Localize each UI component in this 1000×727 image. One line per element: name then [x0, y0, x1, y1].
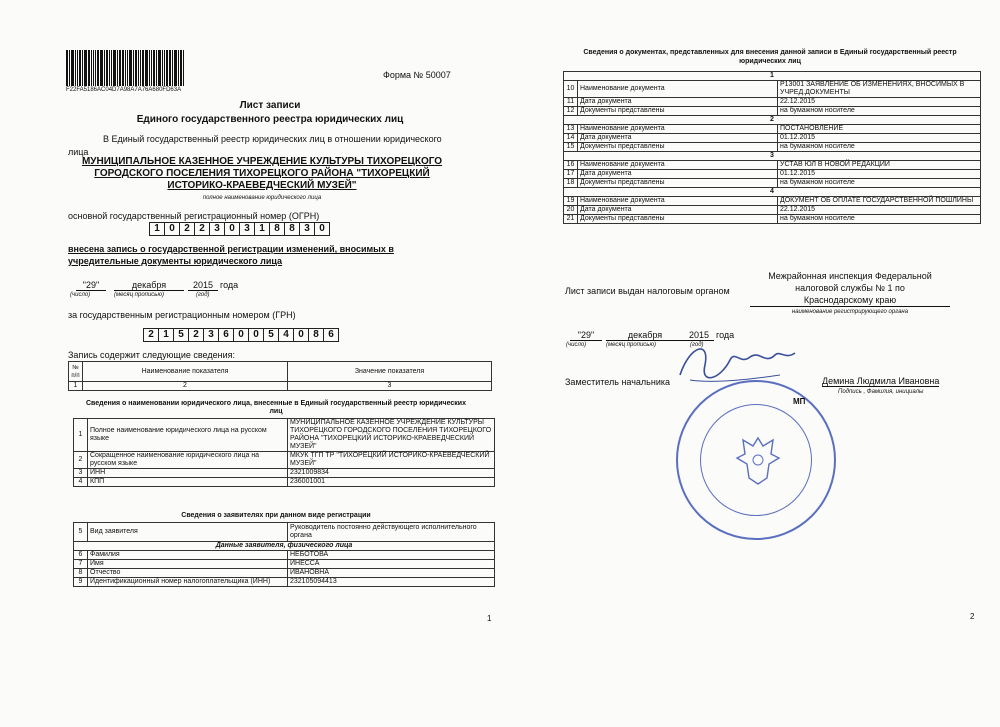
- page-number-left: 1: [487, 614, 492, 623]
- barcode-bar: [79, 50, 81, 86]
- barcode-bar: [135, 50, 137, 86]
- number-digit-cell: 0: [248, 328, 264, 342]
- section-number: 2: [564, 116, 981, 125]
- row-value: МУНИЦИПАЛЬНОЕ КАЗЕННОЕ УЧРЕЖДЕНИЕ КУЛЬТУРЫ ТИХОРЕЦКОГО ГОРОДСКОГО ПОСЕЛЕНИЯ ТИХОРЕЦКОГО РАЙОНА "ТИХОРЕЦКИЙ ИСТОРИКО-КРАЕВЕДЧЕСКИЙ МУЗЕЙ": [288, 419, 495, 452]
- row-value: Руководитель постоянно действующего исполнительного органа: [288, 523, 495, 542]
- number-digit-cell: 3: [299, 222, 315, 236]
- form-number: Форма № 50007: [383, 70, 451, 80]
- row-name: Дата документа: [578, 134, 778, 143]
- barcode-bar: [66, 50, 68, 86]
- page-title: [90, 99, 450, 127]
- barcode-bar: [172, 50, 173, 86]
- table-section-row: [564, 116, 981, 125]
- row-name: Дата документа: [578, 170, 778, 179]
- barcode-bar: [82, 50, 83, 86]
- table-row: [564, 107, 981, 116]
- eagle-emblem-icon: [733, 432, 783, 488]
- org-name-caption: полное наименование юридического лица: [202, 195, 322, 201]
- row-num: 6: [74, 551, 88, 560]
- barcode-bar: [129, 50, 132, 86]
- barcode-bar: [169, 50, 171, 86]
- row-name: Наименование документа: [578, 161, 778, 170]
- number-digit-cell: 8: [269, 222, 285, 236]
- row-value: на бумажном носителе: [778, 107, 981, 116]
- table-row: [564, 125, 981, 134]
- row-value: 01.12.2015: [778, 134, 981, 143]
- row-name: Дата документа: [578, 98, 778, 107]
- row-num: 15: [564, 143, 578, 152]
- table-section-row: [564, 152, 981, 161]
- number-digit-cell: 8: [308, 328, 324, 342]
- section1-table: [73, 418, 495, 487]
- row-value: ИВАНОВНА: [288, 569, 495, 578]
- barcode-bar: [91, 50, 92, 86]
- row-num: 17: [564, 170, 578, 179]
- header-cell: 1: [69, 382, 83, 391]
- section-number: 4: [564, 188, 981, 197]
- barcode-bar: [88, 50, 90, 86]
- row-name: Документы представлены: [578, 143, 778, 152]
- row-value: 01.12.2015: [778, 170, 981, 179]
- row-num: 18: [564, 179, 578, 188]
- date-year: 2015: [188, 280, 218, 291]
- row-value: на бумажном носителе: [778, 179, 981, 188]
- row-num: 11: [564, 98, 578, 107]
- official-seal: [676, 380, 836, 540]
- row-name: Наименование документа: [578, 197, 778, 206]
- number-digit-cell: 2: [188, 328, 204, 342]
- entry-text-line-1: внесена запись о государственной регистрации изменений, вносимых в: [68, 244, 394, 254]
- barcode-bar: [111, 50, 112, 86]
- row-name: Полное наименование юридического лица на русском языке: [88, 419, 288, 452]
- caption-day: (число): [70, 292, 91, 298]
- barcode-bar: [69, 50, 70, 86]
- caption-year: (год): [196, 292, 210, 298]
- barcode-bar: [142, 50, 144, 86]
- row-num: 7: [74, 560, 88, 569]
- row-num: 2: [74, 452, 88, 469]
- barcode-bar: [93, 50, 94, 86]
- barcode-bar: [178, 50, 179, 86]
- number-digit-cell: 0: [164, 222, 180, 236]
- row-name: Наименование документа: [578, 81, 778, 98]
- section-number: 1: [564, 72, 981, 81]
- barcode-bar: [127, 50, 128, 86]
- docs-table: [563, 71, 981, 224]
- barcode: [66, 50, 186, 93]
- number-digit-cell: 3: [209, 222, 225, 236]
- header-cell: 3: [288, 382, 492, 391]
- row-num: 4: [74, 478, 88, 487]
- row-name: Имя: [88, 560, 288, 569]
- number-digit-cell: 2: [143, 328, 159, 342]
- number-digit-cell: 0: [314, 222, 330, 236]
- authority-caption: наименование регистрирующего органа: [791, 309, 909, 315]
- section2-title: Сведения о заявителях при данном виде регистрации: [181, 512, 371, 519]
- mp-label: МП: [793, 397, 806, 406]
- date-day: "29": [570, 330, 602, 341]
- ogrn-label: основной государственный регистрационный номер (ОГРН): [68, 211, 320, 221]
- row-num: 8: [74, 569, 88, 578]
- row-num: 3: [74, 469, 88, 478]
- org-full-name: [62, 156, 462, 192]
- intro-text-2: лица: [68, 147, 89, 157]
- number-digit-cell: 3: [203, 328, 219, 342]
- row-name: Отчество: [88, 569, 288, 578]
- row-num: 10: [564, 81, 578, 98]
- barcode-bar: [100, 50, 103, 86]
- barcode-bar: [164, 50, 165, 86]
- col-num-header: № п/п: [69, 362, 83, 382]
- number-digit-cell: 0: [224, 222, 240, 236]
- table-row: [564, 98, 981, 107]
- deputy-name: Демина Людмила Ивановна: [822, 376, 940, 386]
- barcode-bar: [75, 50, 76, 86]
- barcode-bar: [104, 50, 105, 86]
- row-name: Вид заявителя: [88, 523, 288, 542]
- grn-label: за государственным регистрационным номером (ГРН): [68, 310, 296, 320]
- date-year-suffix: года: [220, 280, 239, 290]
- row-value: 22.12.2015: [778, 206, 981, 215]
- entry-text-line-2: учредительные документы юридического лица: [68, 256, 283, 266]
- table-section-row: [564, 188, 981, 197]
- number-digit-cell: 0: [233, 328, 249, 342]
- barcode-bar: [84, 50, 87, 86]
- row-num: 19: [564, 197, 578, 206]
- row-name: Идентификационный номер налогоплательщика (ИНН): [88, 578, 288, 587]
- caption-month: (месяц прописью): [606, 342, 656, 348]
- row-name: ИНН: [88, 469, 288, 478]
- row-value: на бумажном носителе: [778, 143, 981, 152]
- row-num: 16: [564, 161, 578, 170]
- date-month: декабря: [114, 280, 184, 291]
- table-section-row: [564, 72, 981, 81]
- row-name: Наименование документа: [578, 125, 778, 134]
- row-num: 14: [564, 134, 578, 143]
- number-digit-cell: 6: [218, 328, 234, 342]
- row-value: на бумажном носителе: [778, 215, 981, 224]
- barcode-bar: [138, 50, 139, 86]
- table-row: [74, 551, 495, 560]
- barcode-bar: [140, 50, 141, 86]
- number-digit-cell: 2: [179, 222, 195, 236]
- barcode-bar: [174, 50, 177, 86]
- barcode-bar: [162, 50, 163, 86]
- number-digit-cell: 5: [173, 328, 189, 342]
- row-value: 22.12.2015: [778, 98, 981, 107]
- row-name: КПП: [88, 478, 288, 487]
- contains-label: Запись содержит следующие сведения:: [68, 350, 235, 360]
- barcode-bar: [122, 50, 124, 86]
- entry-text: [68, 243, 394, 267]
- row-num: 12: [564, 107, 578, 116]
- caption-year: (год): [690, 342, 704, 348]
- section1-title: Сведения о наименовании юридического лица, внесенные в Единый государственный реестр юридических лиц: [86, 400, 466, 415]
- entry-date: [68, 280, 288, 304]
- page-right: [500, 0, 1000, 727]
- barcode-bar: [145, 50, 148, 86]
- date-month: декабря: [606, 330, 684, 341]
- row-value: ДОКУМЕНТ ОБ ОПЛАТЕ ГОСУДАРСТВЕННОЙ ПОШЛИНЫ: [778, 197, 981, 206]
- col-name-header: Наименование показателя: [83, 362, 288, 382]
- barcode-bar: [125, 50, 126, 86]
- barcode-bar: [95, 50, 96, 86]
- page-number-right: 2: [970, 612, 975, 621]
- number-digit-cell: 8: [284, 222, 300, 236]
- org-name-line-1: МУНИЦИПАЛЬНОЕ КАЗЕННОЕ УЧРЕЖДЕНИЕ КУЛЬТУРЫ ТИХОРЕЦКОГО: [81, 156, 443, 167]
- registering-authority: [750, 270, 950, 307]
- table-row: [564, 197, 981, 206]
- barcode-bar: [153, 50, 155, 86]
- title-line-2: Единого государственного реестра юридических лиц: [136, 114, 404, 125]
- authority-line-3: Краснодарскому краю: [750, 294, 950, 307]
- table-row: [74, 478, 495, 487]
- row-name: Документы представлены: [578, 107, 778, 116]
- row-name: Фамилия: [88, 551, 288, 560]
- org-name-line-3: ИСТОРИКО-КРАЕВЕДЧЕСКИЙ МУЗЕЙ": [167, 180, 357, 191]
- header-table: [68, 361, 492, 391]
- barcode-bar: [117, 50, 118, 86]
- barcode-bars: [66, 50, 186, 86]
- docs-title: Сведения о документах, представленных для внесения данной записи в Единый государственный реестр юридических лиц: [583, 49, 957, 65]
- org-name-line-2: ГОРОДСКОГО ПОСЕЛЕНИЯ ТИХОРЕЦКОГО РАЙОНА "ТИХОРЕЦКИЙ: [94, 168, 430, 179]
- number-digit-cell: 1: [149, 222, 165, 236]
- barcode-bar: [106, 50, 108, 86]
- row-name: Сокращенное наименование юридического лица на русском языке: [88, 452, 288, 469]
- number-digit-cell: 6: [323, 328, 339, 342]
- number-digit-cell: 2: [194, 222, 210, 236]
- table-row: [564, 161, 981, 170]
- barcode-bar: [156, 50, 157, 86]
- number-digit-cell: 0: [293, 328, 309, 342]
- barcode-bar: [109, 50, 110, 86]
- header-cell: 2: [83, 382, 288, 391]
- intro-text: В Единый государственный реестр юридических лиц в отношении юридического: [103, 134, 442, 144]
- barcode-bar: [149, 50, 150, 86]
- row-num: 13: [564, 125, 578, 134]
- barcode-bar: [180, 50, 182, 86]
- table-row: [564, 179, 981, 188]
- section-number: 3: [564, 152, 981, 161]
- table-row: [564, 206, 981, 215]
- row-num: 1: [74, 419, 88, 452]
- title-line-1: Лист записи: [239, 100, 301, 111]
- row-value: МКУК ТГП ТР "ТИХОРЕЦКИЙ ИСТОРИКО-КРАЕВЕДЧЕСКИЙ МУЗЕЙ": [288, 452, 495, 469]
- number-digit-cell: 1: [158, 328, 174, 342]
- authority-line-1: Межрайонная инспекция Федеральной: [768, 271, 932, 281]
- barcode-bar: [71, 50, 74, 86]
- date-year-suffix: года: [716, 330, 735, 340]
- table-row: [564, 170, 981, 179]
- number-digit-cell: 4: [278, 328, 294, 342]
- date-year: 2015: [684, 330, 714, 341]
- barcode-bar: [158, 50, 161, 86]
- section2-subtitle: Данные заявителя, физического лица: [74, 542, 495, 551]
- table-row: [564, 215, 981, 224]
- row-value: НЕБОТОВА: [288, 551, 495, 560]
- barcode-bar: [119, 50, 121, 86]
- ogrn-number: [149, 222, 329, 236]
- caption-day: (число): [566, 342, 587, 348]
- issued-label: Лист записи выдан налоговым органом: [565, 286, 730, 296]
- row-name: Дата документа: [578, 206, 778, 215]
- barcode-bar: [77, 50, 78, 86]
- row-value: Р13001 ЗАЯВЛЕНИЕ ОБ ИЗМЕНЕНИЯХ, ВНОСИМЫХ В УЧРЕД.ДОКУМЕНТЫ: [778, 81, 981, 98]
- row-num: 5: [74, 523, 88, 542]
- authority-line-2: налоговой службы № 1 по: [795, 283, 905, 293]
- row-value: 2321009834: [288, 469, 495, 478]
- row-value: 232105094413: [288, 578, 495, 587]
- row-num: 20: [564, 206, 578, 215]
- barcode-text: F22FA5186AC04D7A98A7A76A680FD63A: [66, 87, 182, 93]
- row-value: УСТАВ ЮЛ В НОВОЙ РЕДАКЦИИ: [778, 161, 981, 170]
- barcode-bar: [97, 50, 99, 86]
- caption-month: (месяц прописью): [114, 292, 164, 298]
- row-value: ИНЕССА: [288, 560, 495, 569]
- barcode-bar: [183, 50, 184, 86]
- grn-number: [143, 328, 338, 342]
- table-row: [74, 569, 495, 578]
- col-value-header: Значение показателя: [288, 362, 492, 382]
- row-value: 236001001: [288, 478, 495, 487]
- row-num: 21: [564, 215, 578, 224]
- table-row: [564, 81, 981, 98]
- barcode-bar: [133, 50, 134, 86]
- date-day: "29": [76, 280, 106, 291]
- row-num: 9: [74, 578, 88, 587]
- table-row: [74, 578, 495, 587]
- table-row: [74, 469, 495, 478]
- barcode-bar: [151, 50, 152, 86]
- row-name: Документы представлены: [578, 215, 778, 224]
- table-row: [74, 452, 495, 469]
- barcode-bar: [113, 50, 116, 86]
- table-row: [74, 419, 495, 452]
- row-name: Документы представлены: [578, 179, 778, 188]
- table-row: [564, 134, 981, 143]
- section2-table: [73, 522, 495, 587]
- table-row: [74, 560, 495, 569]
- number-digit-cell: 1: [254, 222, 270, 236]
- deputy-label: Заместитель начальника: [565, 377, 671, 387]
- number-digit-cell: 5: [263, 328, 279, 342]
- row-value: ПОСТАНОВЛЕНИЕ: [778, 125, 981, 134]
- signature-caption: Подпись , Фамилия, инициалы: [838, 389, 924, 395]
- barcode-bar: [166, 50, 168, 86]
- number-digit-cell: 3: [239, 222, 255, 236]
- table-row: [564, 143, 981, 152]
